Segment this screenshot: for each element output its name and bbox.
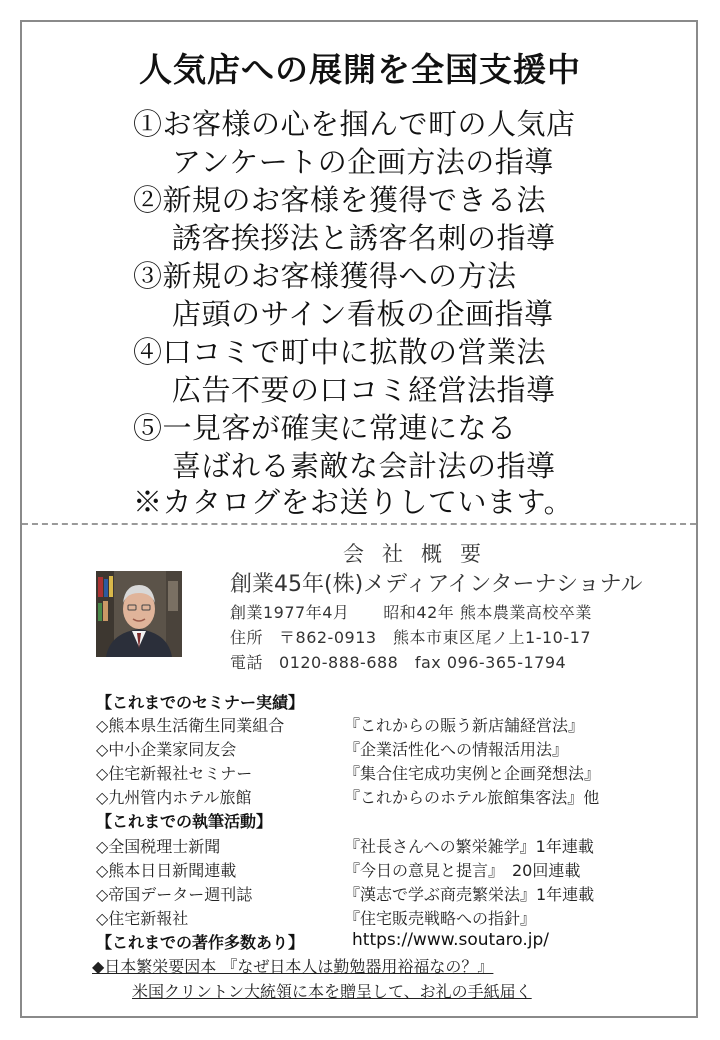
writing-org: ◇住宅新報社 [96,909,189,928]
point-4-sub: 広告不要の口コミ経営法指導 [172,373,556,407]
point-3-main: ③新規のお客様獲得への方法 [133,259,517,293]
seminar-topic: 『これからの賑う新店舗経営法』 [344,716,585,735]
writing-org: ◇全国税理士新聞 [96,837,221,856]
writing-topic: 『漢志で学ぶ商売繁栄法』1年連載 [344,885,595,904]
phone-row [230,650,566,673]
clinton-line: 米国クリントン大統領に本を贈呈して、お礼の手紙届く [132,982,532,1001]
point-2-sub: 誘客挨拶法と誘客名刺の指導 [172,221,556,255]
book-line: ◆日本繁栄要因本 『なぜ日本人は勤勉器用裕福なの？』 [92,957,494,976]
seminar-org: ◇熊本県生活衛生同業組合 [96,716,285,735]
point-1-main: ①お客様の心を掴んで町の人気店 [133,107,576,141]
seminar-topic: 『企業活性化への情報活用法』 [344,740,569,759]
point-2-main: ②新規のお客様を獲得できる法 [133,183,547,217]
seminar-org: ◇九州管内ホテル旅館 [96,788,252,807]
founded-date: 創業1977年4月 [230,603,350,622]
writing-org: ◇熊本日日新聞連載 [96,861,237,880]
books-title: 【これまでの著作多数あり】 [96,933,305,952]
address-label: 住所 [230,628,264,647]
writing-org: ◇帝国データー週刊誌 [96,885,253,904]
website-link[interactable]: https://www.soutaro.jp/ [352,930,549,950]
seminar-org: ◇住宅新報社セミナー [96,764,253,783]
graduate-info: 昭和42年 熊本農業高校卒業 [383,603,592,622]
point-5-main: ⑤一見客が確実に常連になる [133,411,517,445]
seminar-title: 【これまでのセミナー実績】 [96,693,305,712]
writing-topic: 『住宅販売戦略への指針』 [344,909,537,928]
seminar-org: ◇中小企業家同友会 [96,740,237,759]
company-name: 創業45年(株)メディアインターナショナル [230,572,643,597]
company-heading: 会社概要 [343,542,499,566]
phone-value: 0120-888-688 fax 096-365-1794 [279,653,567,672]
point-3-sub: 店頭のサイン看板の企画指導 [172,297,554,331]
president-photo [96,571,182,657]
writing-topic: 『今日の意見と提言』 20回連載 [344,861,581,880]
address-row [230,625,591,648]
seminar-topic: 『集合住宅成功実例と企画発想法』 [344,764,601,783]
dashed-divider [22,523,696,525]
founded-row [230,600,592,623]
headline: 人気店への展開を全国支援中 [139,50,581,89]
phone-label: 電話 [230,653,264,672]
seminar-topic: 『これからのホテル旅館集客法』他 [344,788,600,807]
point-5-sub: 喜ばれる素敵な会計法の指導 [172,449,556,483]
point-4-main: ④口コミで町中に拡散の営業法 [133,335,547,369]
writing-title: 【これまでの執筆活動】 [96,812,273,831]
writing-topic: 『社長さんへの繁栄雑学』1年連載 [344,837,594,856]
address-value: 〒862-0913 熊本市東区尾ノ上1-10-17 [279,628,591,647]
point-1-sub: アンケートの企画方法の指導 [172,145,554,179]
catalog-note: ※カタログをお送りしています。 [133,485,574,519]
